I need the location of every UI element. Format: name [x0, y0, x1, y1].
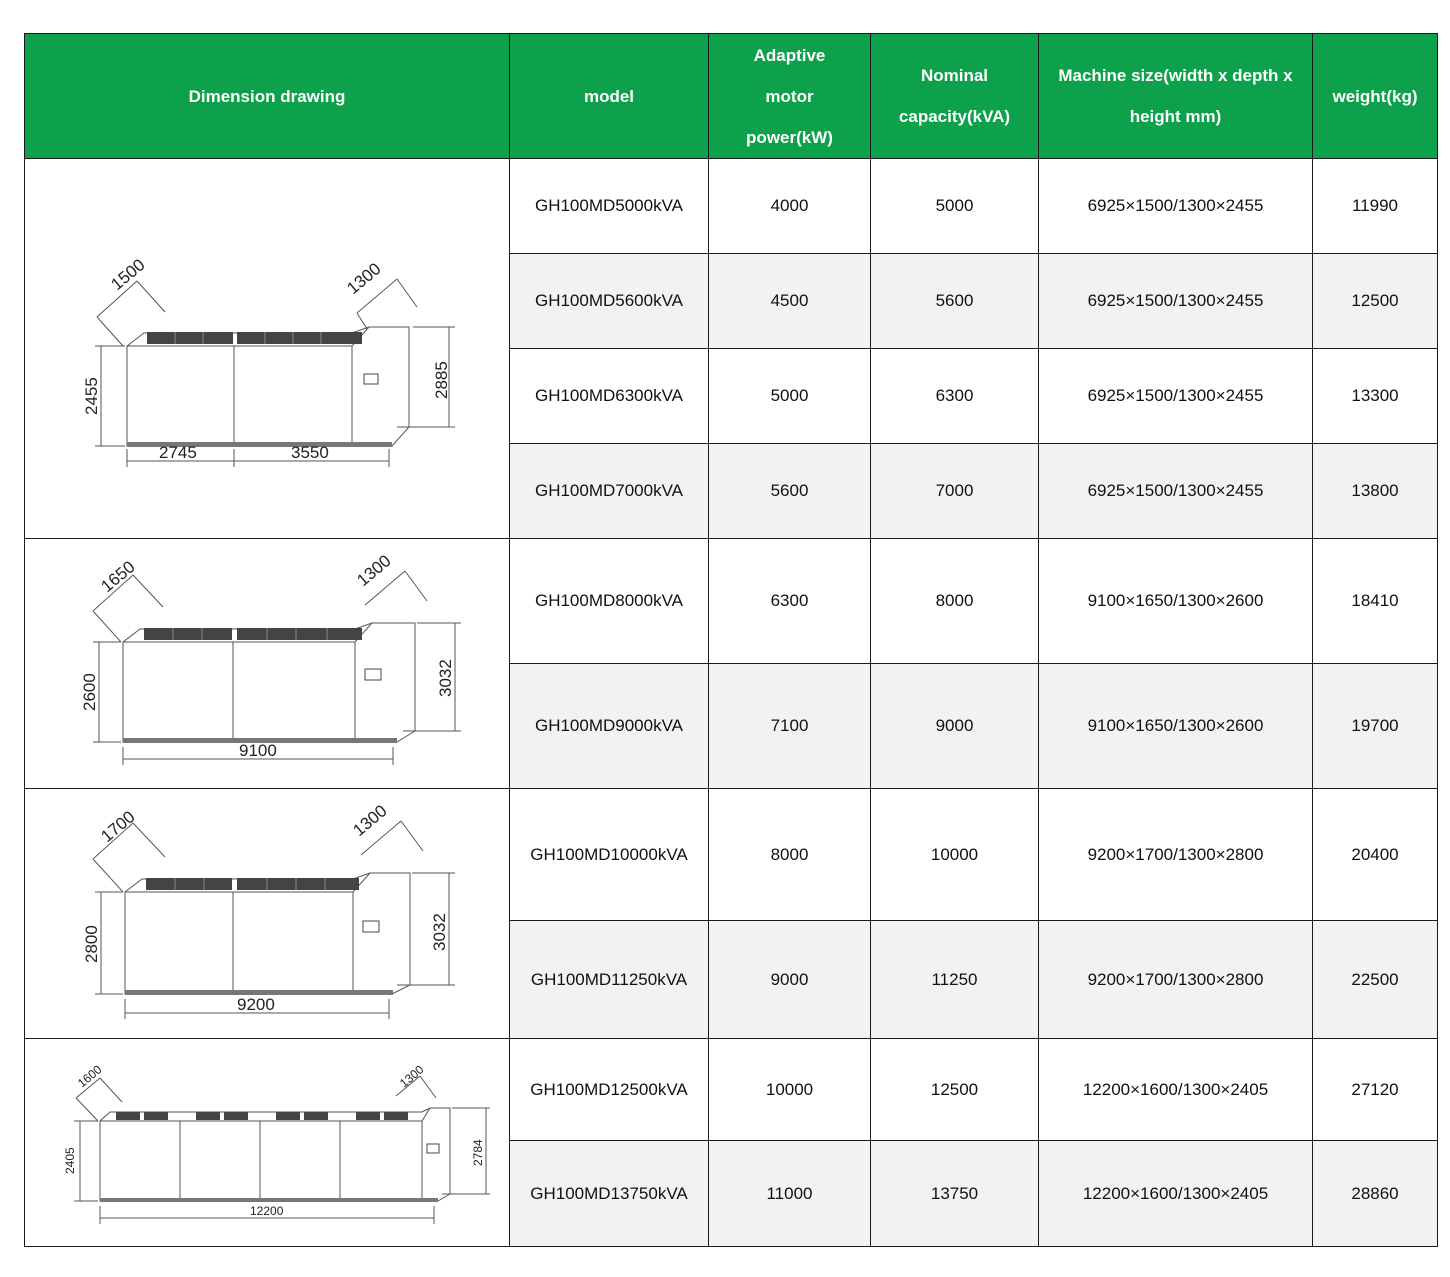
weight-cell: 18410: [1313, 539, 1438, 664]
model-cell: GH100MD12500kVA: [510, 1039, 709, 1141]
cabinet-drawing-1: [67, 229, 467, 469]
height-left-label: 2600: [80, 672, 99, 711]
dimension-drawing-3: [25, 789, 510, 1039]
cabinet-drawing-4: [42, 1058, 492, 1228]
depth-left-label: 1500: [107, 254, 149, 294]
cabinet-drawing-2: [67, 549, 467, 779]
power-cell: 4000: [709, 159, 871, 254]
height-right-label: 2784: [471, 1138, 485, 1166]
size-cell: 12200×1600/1300×2405: [1039, 1141, 1313, 1247]
dimension-drawing-2: [25, 539, 510, 789]
capacity-cell: 10000: [871, 789, 1039, 921]
power-cell: 6300: [709, 539, 871, 664]
power-cell: 11000: [709, 1141, 871, 1247]
power-cell: 7100: [709, 664, 871, 789]
header-weight: weight(kg): [1313, 34, 1438, 159]
size-cell: 6925×1500/1300×2455: [1039, 444, 1313, 539]
capacity-cell: 6300: [871, 349, 1039, 444]
model-cell: GH100MD10000kVA: [510, 789, 709, 921]
capacity-cell: 7000: [871, 444, 1039, 539]
table-row: [25, 159, 1438, 254]
cabinet-drawing-3: [67, 799, 467, 1029]
width-total-label: 9100: [239, 740, 277, 760]
size-cell: 6925×1500/1300×2455: [1039, 349, 1313, 444]
capacity-cell: 9000: [871, 664, 1039, 789]
table-row: [25, 789, 1438, 921]
model-cell: GH100MD11250kVA: [510, 921, 709, 1039]
width-b-label: 3550: [291, 442, 329, 462]
weight-cell: 20400: [1313, 789, 1438, 921]
weight-cell: 13800: [1313, 444, 1438, 539]
weight-cell: 28860: [1313, 1141, 1438, 1247]
size-cell: 9100×1650/1300×2600: [1039, 664, 1313, 789]
weight-cell: 27120: [1313, 1039, 1438, 1141]
model-cell: GH100MD7000kVA: [510, 444, 709, 539]
model-cell: GH100MD13750kVA: [510, 1141, 709, 1247]
width-a-label: 2745: [159, 442, 197, 462]
weight-cell: 22500: [1313, 921, 1438, 1039]
weight-cell: 13300: [1313, 349, 1438, 444]
table-row: [25, 539, 1438, 664]
size-cell: 6925×1500/1300×2455: [1039, 254, 1313, 349]
model-cell: GH100MD5600kVA: [510, 254, 709, 349]
capacity-cell: 5000: [871, 159, 1039, 254]
height-right-label: 3032: [430, 912, 449, 951]
capacity-cell: 5600: [871, 254, 1039, 349]
header-machine-size: Machine size(width x depth x height mm): [1039, 34, 1313, 159]
header-capacity: Nominal capacity(kVA): [871, 34, 1039, 159]
power-cell: 5000: [709, 349, 871, 444]
size-cell: 12200×1600/1300×2405: [1039, 1039, 1313, 1141]
height-right-label: 2885: [432, 360, 451, 399]
size-cell: 9200×1700/1300×2800: [1039, 789, 1313, 921]
model-cell: GH100MD6300kVA: [510, 349, 709, 444]
height-left-label: 2455: [82, 376, 101, 415]
power-cell: 8000: [709, 789, 871, 921]
width-total-label: 9200: [237, 994, 275, 1014]
weight-cell: 12500: [1313, 254, 1438, 349]
header-row: [25, 34, 1438, 159]
depth-right-label: 1300: [349, 800, 391, 840]
width-total-label: 12200: [250, 1203, 284, 1218]
weight-cell: 11990: [1313, 159, 1438, 254]
power-cell: 10000: [709, 1039, 871, 1141]
table-row: [25, 1039, 1438, 1141]
weight-cell: 19700: [1313, 664, 1438, 789]
header-dimension-drawing: Dimension drawing: [25, 34, 510, 159]
model-cell: GH100MD8000kVA: [510, 539, 709, 664]
depth-right-label: 1300: [353, 550, 395, 590]
depth-right-label: 1300: [396, 1061, 427, 1090]
size-cell: 6925×1500/1300×2455: [1039, 159, 1313, 254]
capacity-cell: 13750: [871, 1141, 1039, 1247]
dimension-drawing-4: [25, 1039, 510, 1247]
depth-left-label: 1600: [74, 1061, 105, 1090]
height-left-label: 2800: [82, 924, 101, 963]
size-cell: 9100×1650/1300×2600: [1039, 539, 1313, 664]
header-motor-power: Adaptive motor power(kW): [709, 34, 871, 159]
depth-left-label: 1700: [97, 806, 139, 846]
depth-right-label: 1300: [343, 258, 385, 298]
capacity-cell: 8000: [871, 539, 1039, 664]
power-cell: 5600: [709, 444, 871, 539]
height-right-label: 3032: [436, 658, 455, 697]
power-cell: 9000: [709, 921, 871, 1039]
model-cell: GH100MD9000kVA: [510, 664, 709, 789]
dimension-drawing-1: [25, 159, 510, 539]
spec-table: [24, 33, 1438, 1247]
depth-left-label: 1650: [97, 556, 139, 596]
model-cell: GH100MD5000kVA: [510, 159, 709, 254]
size-cell: 9200×1700/1300×2800: [1039, 921, 1313, 1039]
power-cell: 4500: [709, 254, 871, 349]
capacity-cell: 12500: [871, 1039, 1039, 1141]
header-model: model: [510, 34, 709, 159]
capacity-cell: 11250: [871, 921, 1039, 1039]
height-left-label: 2405: [63, 1146, 77, 1174]
